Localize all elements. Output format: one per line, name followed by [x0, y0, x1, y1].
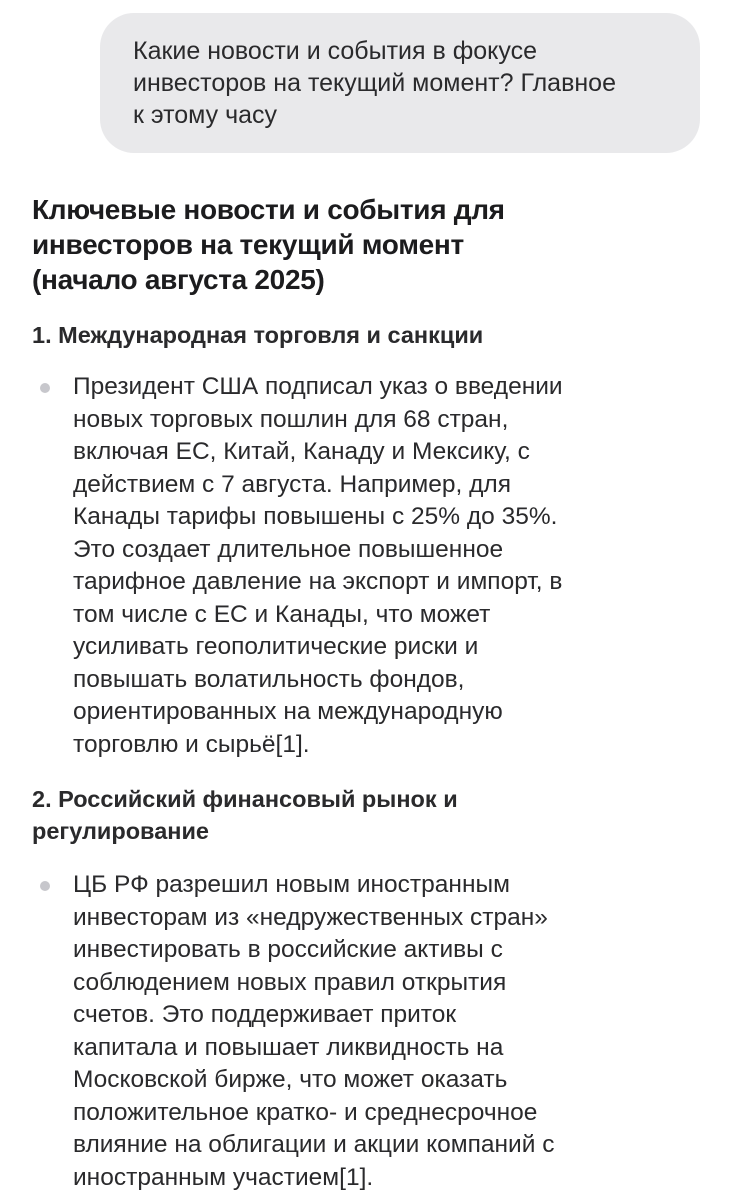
- text-line: регулирование: [32, 818, 209, 844]
- text-line: ЦБ РФ разрешил новым иностранным: [73, 871, 510, 898]
- bullet-text-trade: [73, 371, 563, 761]
- text-line: Это создает длительное повышенное: [73, 535, 504, 563]
- text-line: инвестировать в российские активы с: [73, 936, 503, 963]
- bullet-icon: [40, 383, 50, 393]
- user-message-text: [133, 35, 616, 131]
- text-line: положительное кратко- и среднесрочное: [73, 1098, 538, 1126]
- answer-title: [32, 192, 505, 297]
- text-line: Московской бирже, что может оказать: [73, 1066, 508, 1093]
- text-line: соблюдением новых правил открытия: [73, 968, 507, 996]
- text-line: ориентированных на международную: [73, 698, 503, 725]
- user-message-bubble: [100, 13, 700, 153]
- text-line: торговлю и сырьё[1].: [73, 730, 310, 758]
- section-heading-russia: [32, 783, 458, 847]
- text-line: (начало августа 2025): [32, 264, 325, 295]
- text-line: 1. Международная торговля и санкции: [32, 322, 484, 348]
- text-line: тарифное давление на экспорт и импорт, в: [73, 568, 563, 595]
- section-heading-trade: [32, 319, 483, 351]
- text-line: инвесторов на текущий момент: [32, 229, 464, 260]
- text-line: Канады тарифы повышены с 25% до 35%.: [73, 503, 558, 530]
- text-line: Ключевые новости и события для: [32, 194, 505, 225]
- text-line: капитала и повышает ликвидность на: [73, 1033, 504, 1061]
- text-line: иностранным участием[1].: [73, 1163, 374, 1191]
- bullet-icon: [40, 881, 50, 891]
- text-line: новых торговых пошлин для 68 стран,: [73, 405, 509, 433]
- text-line: инвесторов на текущий момент? Главное: [133, 69, 616, 97]
- text-line: к этому часу: [133, 101, 278, 129]
- bullet-text-russia: [73, 869, 554, 1194]
- text-line: Президент США подписал указ о введении: [73, 373, 563, 400]
- text-line: действием с 7 августа. Например, для: [73, 470, 511, 498]
- text-line: 2. Российский финансовый рынок и: [32, 786, 458, 812]
- text-line: инвесторам из «недружественных стран»: [73, 903, 548, 931]
- text-line: Какие новости и события в фокусе: [133, 37, 538, 65]
- text-line: том числе с ЕС и Канады, что может: [73, 600, 491, 628]
- text-line: влияние на облигации и акции компаний с: [73, 1131, 555, 1158]
- text-line: усиливать геополитические риски и: [73, 633, 479, 660]
- text-line: повышать волатильность фондов,: [73, 665, 465, 693]
- text-line: включая ЕС, Китай, Канаду и Мексику, с: [73, 438, 530, 465]
- text-line: счетов. Это поддерживает приток: [73, 1001, 457, 1028]
